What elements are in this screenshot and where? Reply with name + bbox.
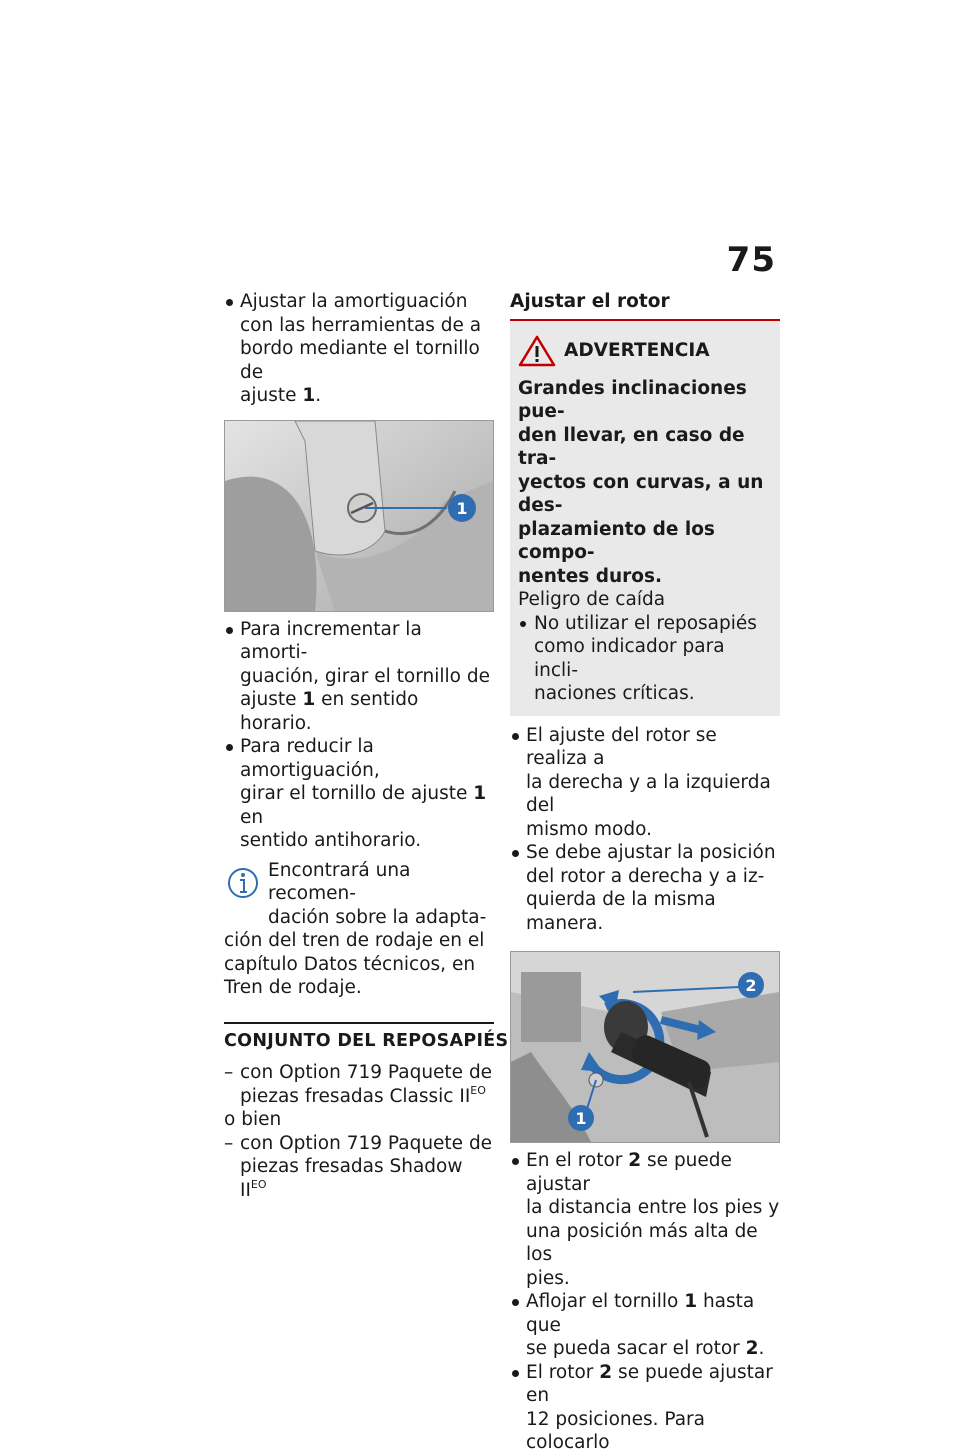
- warning-box: [510, 319, 780, 716]
- figure-adjustment-screw: [224, 420, 494, 612]
- left-column: [224, 290, 509, 1202]
- figure-footpeg-rotor: [510, 951, 780, 1143]
- option-classic: – con Option 719 Paquete de piezas fresadas Classic $II^{EO}$: [224, 1061, 494, 1108]
- section-title: CONJUNTO DEL REPOSAPIÉS: [224, 1022, 494, 1054]
- callout-1-label: 1: [456, 498, 468, 518]
- reduce-bullet: Para reducir la amortiguación, girar el tornillo de ajuste 1 en sentido antihorario.: [224, 735, 494, 853]
- warning-lead: Grandes inclinaciones pue- den llevar, en caso de tra- yectos con curvas, a un des- plazamiento de los compo- nentes duros.: [518, 377, 764, 587]
- increase-bullet: Para incrementar la amorti- guación, girar el tornillo de ajuste 1 en sentido horario.: [224, 618, 494, 736]
- adjust-bullet: El ajuste del rotor se realiza a la derecha y a la izquierda del mismo modo.: [510, 724, 780, 842]
- warning-danger: Peligro de caída: [518, 589, 666, 610]
- right-column: [510, 290, 780, 1455]
- position-bullet: Se debe ajustar la posición del rotor a derecha y a iz- quierda de la misma manera.: [510, 841, 780, 935]
- callout-1b-label: 1: [575, 1109, 587, 1128]
- warning-icon: [518, 335, 556, 367]
- positions-bullet: El rotor 2 se puede ajustar en 12 posiciones. Para colocarlo: [510, 1361, 780, 1455]
- callout-2-label: 2: [745, 976, 757, 995]
- rotor-bullet: En el rotor 2 se puede ajustar la distancia entre los pies y una posición más alta de los pies.: [510, 1149, 780, 1290]
- page-number: 75: [726, 240, 776, 280]
- intro-bullet: Ajustar la amortiguación con las herramientas de a bordo mediante el tornillo de ajuste 1.: [224, 290, 494, 408]
- option-shadow: – con Option 719 Paquete de piezas fresadas Shadow $II^{EO}$: [224, 1132, 494, 1203]
- loosen-bullet: Aflojar el tornillo 1 hasta que se pueda sacar el rotor 2.: [510, 1290, 780, 1361]
- or-text: o bien: [224, 1109, 282, 1130]
- info-icon: [226, 863, 262, 903]
- info-note: Encontrará una recomen- dación sobre la adapta- ción del tren de rodaje en el capítulo Datos técnicos, en Tren de rodaje.: [224, 859, 487, 998]
- warning-action: No utilizar el reposapiés como indicador para incli- naciones críticas.: [518, 612, 772, 706]
- warning-title: ADVERTENCIA: [564, 339, 710, 361]
- subheading: Ajustar el rotor: [510, 291, 670, 312]
